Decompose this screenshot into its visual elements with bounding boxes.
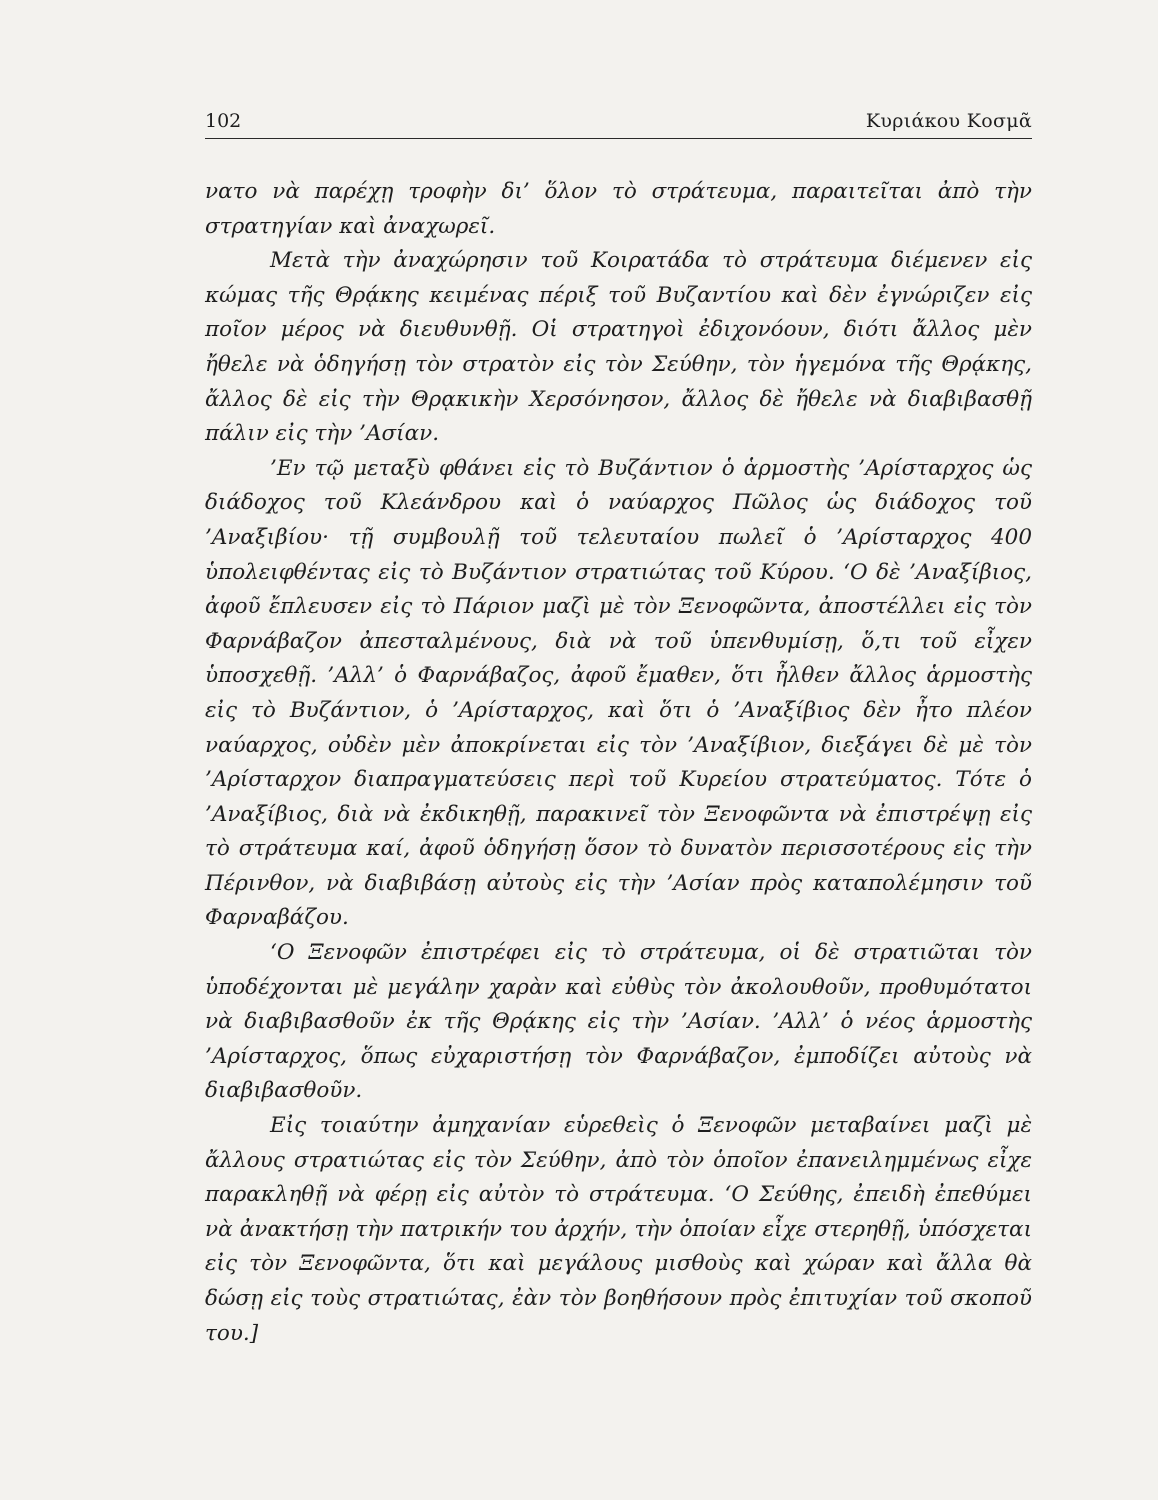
paragraph-continuation: νατο νὰ παρέχῃ τροφὴν δι’ ὅλον τὸ στράτευμα, παραιτεῖται ἀπὸ τὴν στρατηγίαν καὶ ἀναχωρεῖ. [205, 179, 1032, 239]
page-number: 102 [205, 110, 242, 132]
paragraph: Εἰς τοιαύτην ἀμηχανίαν εὑρεθεὶς ὁ Ξενοφῶν μεταβαίνει μαζὶ μὲ ἄλλους στρατιώτας εἰς τὸν Σεύθην, ἀπὸ τὸν ὁποῖον ἐπανειλημμένως εἶχε παρακληθῇ νὰ φέρῃ εἰς αὐτὸν τὸ στράτευμα. ‘Ο Σεύθης, ἐπειδὴ ἐπεθύμει νὰ ἀνακτήσῃ τὴν πατρικήν του ἀρχήν, τὴν ὁποίαν εἶχε στερηθῇ, ὑπόσχεται εἰς τὸν Ξενοφῶντα, ὅτι καὶ μεγάλους μισθοὺς καὶ χώραν καὶ ἄλλα θὰ δώσῃ εἰς τοὺς στρατιώτας, ἐὰν τὸν βοηθήσουν πρὸς ἐπιτυχίαν τοῦ σκοποῦ του.] [205, 1113, 1032, 1346]
page-header [205, 108, 1032, 139]
body-text [205, 175, 1032, 1351]
paragraph: ’Εν τῷ μεταξὺ φθάνει εἰς τὸ Βυζάντιον ὁ ἁρμοστὴς ’Αρίσταρχος ὡς διάδοχος τοῦ Κλεάνδρου καὶ ὁ ναύαρχος Πῶλος ὡς διάδοχος τοῦ ’Αναξιβίου· τῇ συμβουλῇ τοῦ τελευταίου πωλεῖ ὁ ’Αρίσταρχος 400 ὑπολειφθέντας εἰς τὸ Βυζάντιον στρατιώτας τοῦ Κύρου. ‘Ο δὲ ’Αναξίβιος, ἀφοῦ ἔπλευσεν εἰς τὸ Πάριον μαζὶ μὲ τὸν Ξενοφῶντα, ἀποστέλλει εἰς τὸν Φαρνάβαζον ἀπεσταλμένους, διὰ νὰ τοῦ ὑπενθυμίσῃ, ὅ,τι τοῦ εἶχεν ὑποσχεθῇ. ’Αλλ’ ὁ Φαρνάβαζος, ἀφοῦ ἔμαθεν, ὅτι ἦλθεν ἄλλος ἁρμοστὴς εἰς τὸ Βυζάντιον, ὁ ’Αρίσταρχος, καὶ ὅτι ὁ ’Αναξίβιος δὲν ἦτο πλέον ναύαρχος, οὐδὲν μὲν ἀποκρίνεται εἰς τὸν ’Αναξίβιον, διεξάγει δὲ μὲ τὸν ’Αρίσταρχον διαπραγματεύσεις περὶ τοῦ Κυρείου στρατεύματος. Τότε ὁ ’Αναξίβιος, διὰ νὰ ἐκδικηθῇ, παρακινεῖ τὸν Ξενοφῶντα νὰ ἐπιστρέψῃ εἰς τὸ στράτευμα καί, ἀφοῦ ὁδηγήσῃ ὅσον τὸ δυνατὸν περισσοτέρους εἰς τὴν Πέρινθον, νὰ διαβιβάσῃ αὐτοὺς εἰς τὴν ’Ασίαν πρὸς καταπολέμησιν τοῦ Φαρναβάζου. [205, 455, 1032, 931]
paragraph: ‘Ο Ξενοφῶν ἐπιστρέφει εἰς τὸ στράτευμα, οἱ δὲ στρατιῶται τὸν ὑποδέχονται μὲ μεγάλην χαρὰν καὶ εὐθὺς τὸν ἀκολουθοῦν, προθυμότατοι νὰ διαβιβασθοῦν ἐκ τῆς Θρᾴκης εἰς τὴν ’Ασίαν. ’Αλλ’ ὁ νέος ἁρμοστὴς ’Αρίσταρχος, ὅπως εὐχαριστήσῃ τὸν Φαρνάβαζον, ἐμποδίζει αὐτοὺς νὰ διαβιβασθοῦν. [205, 940, 1032, 1104]
running-head: Κυριάκου Κοσμᾶ [865, 110, 1032, 132]
paragraph: Μετὰ τὴν ἀναχώρησιν τοῦ Κοιρατάδα τὸ στράτευμα διέμενεν εἰς κώμας τῆς Θρᾴκης κειμένας πέριξ τοῦ Βυζαντίου καὶ δὲν ἐγνώριζεν εἰς ποῖον μέρος νὰ διευθυνθῇ. Οἱ στρατηγοὶ ἐδιχονόουν, διότι ἄλλος μὲν ἤθελε νὰ ὁδηγήσῃ τὸν στρατὸν εἰς τὸν Σεύθην, τὸν ἡγεμόνα τῆς Θρᾴκης, ἄλλος δὲ εἰς τὴν Θρᾳκικὴν Χερσόνησον, ἄλλος δὲ ἤθελε νὰ διαβιβασθῇ πάλιν εἰς τὴν ’Ασίαν. [205, 248, 1032, 447]
